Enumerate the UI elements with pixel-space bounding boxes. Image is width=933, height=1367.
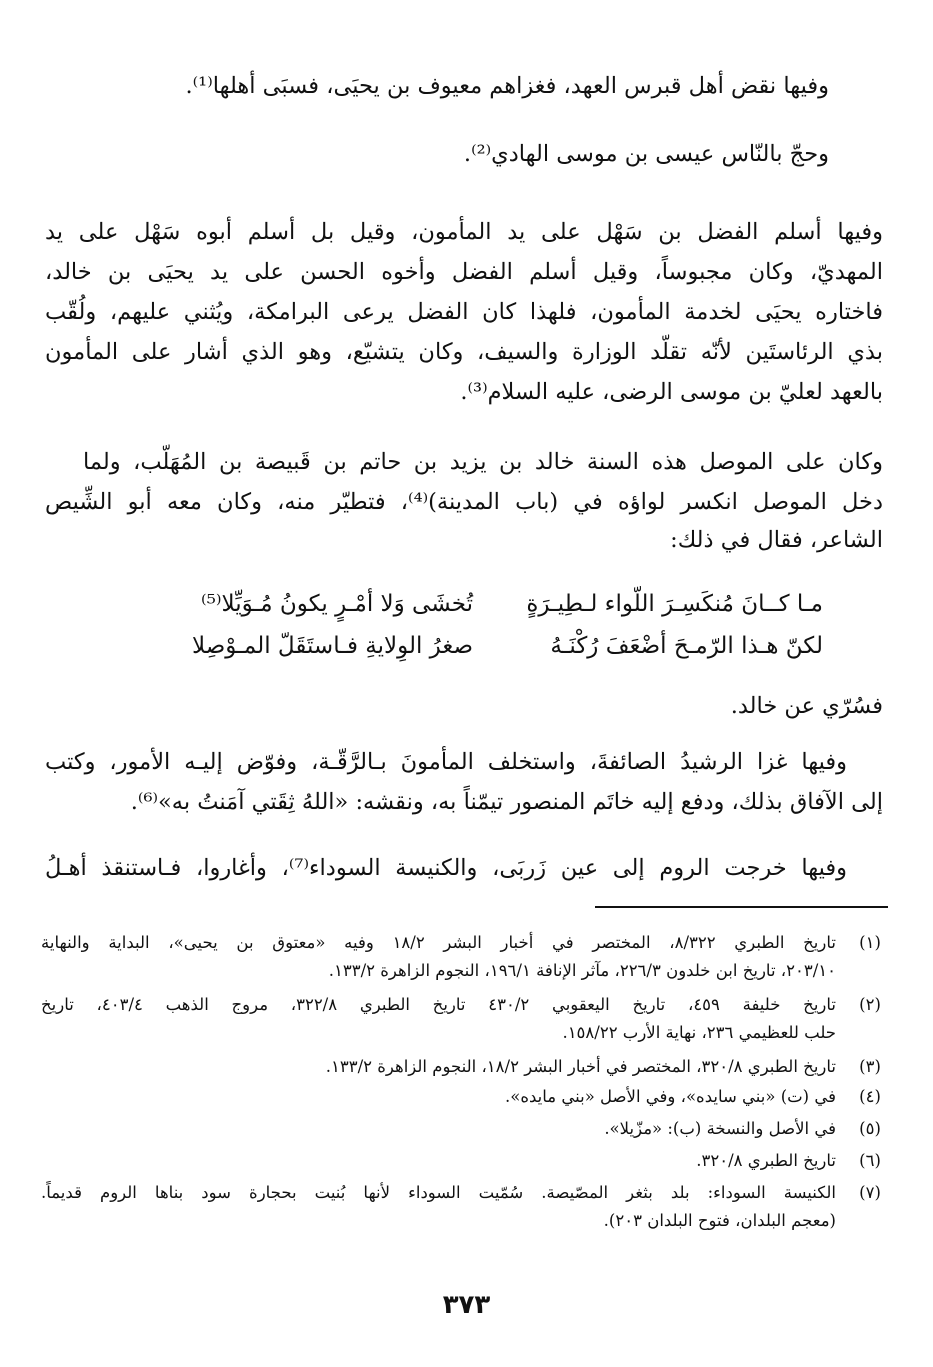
footnote-text-line: تاريخ الطبري ٨/٣٢٢، المختصر في أخبار البشر ١٨/٢ وفيه «معتوق بن يحيى»، البداية والنهاية (41, 933, 836, 952)
verse-2-first-hemistich: لكنّ هـذا الرّمـحَ أضْعَفَ رُكْنَـهُ (550, 633, 823, 659)
footnote-number: (٧) (859, 1183, 881, 1202)
footnote-number: (١) (859, 933, 881, 952)
verse-1-second-hemistich: تُخشَى وَلا أمْـرٍ يكونُ مُـوَيِّلا⁽⁵⁾ (200, 591, 473, 617)
paragraph-rashid-line-1: وفيها غزا الرشيدُ الصائفةَ، واستخلف المأمونَ بـالرَّقّـة، وفوّض إليـه الأمور، وكتب (45, 749, 847, 775)
paragraph-fadl-line-2: المهديّ، وكان مجبوساً، وقيل أسلم الفضل وأخوه الحسن على يد يحيَى بن خالد، (45, 259, 883, 285)
paragraph-khalid-relieved: فسُرّي عن خالد. (730, 693, 883, 719)
footnote-5 (43, 1114, 888, 1144)
footnote-1 (43, 928, 888, 988)
footnote-text-line: حلب للعظيمي ٢٣٦، نهاية الأرب ١٥٨/٢٢. (562, 1023, 836, 1042)
verse-2-second-hemistich: صغرُ الوِلايةِ فـاستَقَلّ المـوْصِلا (192, 633, 473, 659)
footnote-number: (٤) (859, 1087, 881, 1106)
paragraph-fadl-line-5: بالعهد لعليّ بن موسى الرضى، عليه السلام⁽³⁾. (460, 379, 883, 405)
footnote-4 (43, 1082, 888, 1112)
footnote-2 (43, 990, 888, 1050)
paragraph-mosul-line-2: دخل الموصل انكسر لواؤه في (باب المدينة)⁽⁴⁾، فتطيّر منه، وكان معه أبو الشِّيص (45, 489, 883, 515)
footnote-text-line: ٢٠٣/١٠، تاريخ ابن خلدون ٢٢٦/٣، مآثر الإنافة ١٩٦/١، النجوم الزاهرة ١٣٣/٢. (328, 961, 836, 980)
footnote-number: (٥) (859, 1119, 881, 1138)
footnote-3 (43, 1052, 888, 1082)
paragraph-rashid-line-2: إلى الآفاق بذلك، ودفع إليه خاتَم المنصور تيمّناً به، ونقشه: «اللهُ ثِقَتي آمَنتُ به»⁽⁶⁾. (130, 789, 883, 815)
paragraph-fadl-line-1: وفيها أسلم الفضل بن سَهْل على يد المأمون، وقيل بل أسلم أبوه سَهْل على يد (45, 219, 883, 245)
paragraph-mosul-line-3: الشاعر، فقال في ذلك: (670, 527, 883, 553)
page-number: ٣٧٣ (442, 1290, 491, 1320)
paragraph-mosul-line-1: وكان على الموصل هذه السنة خالد بن يزيد بن حاتم بن قَبيصة بن المُهَلّب، ولما (83, 449, 883, 475)
footnote-text-line: الكنيسة السوداء: بلد بثغر المصّيصة. سُمّيت السوداء لأنها بُنيت بحجارة سود بناها الروم قديماً. (41, 1183, 836, 1202)
verse-1-first-hemistich: مـا كــانَ مُنكَسِـرَ اللّواء لـطِيـرَةٍ (526, 591, 823, 617)
footnote-number: (٣) (859, 1057, 881, 1076)
footnote-text-line: (معجم البلدان، فتوح البلدان ٢٠٣). (603, 1211, 836, 1230)
footnote-separator (595, 906, 888, 908)
footnote-text-line: في الأصل والنسخة (ب): «مزّيلا». (604, 1119, 836, 1138)
footnote-text-line: تاريخ خليفة ٤٥٩، تاريخ اليعقوبي ٤٣٠/٢ تاريخ الطبري ٣٢٢/٨، مروج الذهب ٤٠٣/٤، تاريخ (41, 995, 836, 1014)
paragraph-fadl-line-4: بذي الرئاستَين لأنّه تقلّد الوزارة والسيف، وكان يتشيّع، وهو الذي أشار على المأمون (45, 339, 883, 365)
footnote-7 (43, 1178, 888, 1238)
paragraph-fadl-line-3: فاختاره يحيَى لخدمة المأمون، فلهذا كان الفضل يرعى البرامكة، ويُثني عليهم، ولُقّب (45, 299, 883, 325)
footnote-number: (٢) (859, 995, 881, 1014)
footnote-text-line: تاريخ الطبري ٣٢٠/٨. (696, 1151, 836, 1170)
footnote-6 (43, 1146, 888, 1176)
footnote-number: (٦) (859, 1151, 881, 1170)
footnote-text-line: في (ت) «بني سايده»، وفي الأصل «بني مايده». (505, 1087, 836, 1106)
paragraph-cyprus: وفيها نقض أهل قبرس العهد، فغزاهم معيوف بن يحيَى، فسبَى أهلها⁽¹⁾. (185, 73, 829, 99)
paragraph-romans: وفيها خرجت الروم إلى عين زَربَى، والكنيسة السوداء⁽⁷⁾، وأغاروا، فـاستنقذ أهـلُ (45, 855, 847, 881)
footnote-text-line: تاريخ الطبري ٣٢٠/٨، المختصر في أخبار البشر ١٨/٢، النجوم الزاهرة ١٣٣/٢. (325, 1057, 836, 1076)
paragraph-hajj: وحجّ بالنّاس عيسى بن موسى الهادي⁽²⁾. (463, 141, 829, 167)
